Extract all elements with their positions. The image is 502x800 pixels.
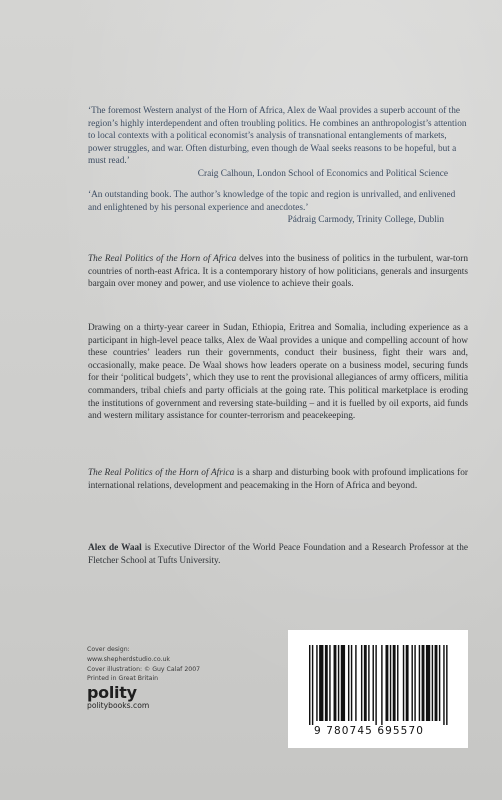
barcode-bar bbox=[368, 645, 369, 721]
barcode-bar bbox=[341, 645, 345, 721]
author-bio-text: is Executive Director of the World Peace Foundation and a Research Professor at the Fletcher School at Tufts University. bbox=[88, 543, 469, 566]
author-name: Alex de Waal bbox=[88, 543, 142, 553]
barcode-bar bbox=[334, 645, 337, 721]
barcode-bar bbox=[312, 645, 313, 725]
barcode-bar bbox=[397, 645, 398, 721]
quote-attribution: Craig Calhoun, London School of Economics and Political Science bbox=[197, 168, 448, 179]
credit-line: Printed in Great Britain bbox=[87, 675, 159, 683]
intro-paragraph bbox=[88, 253, 468, 291]
publisher-url: politybooks.com bbox=[87, 701, 150, 710]
intro-text: delves into the business of politics in the turbulent, war-torn countries of north-east Africa. It is a contemporary history of how politicians, generals and insurgents bargain over money and power, and use violence to achieve their goals. bbox=[88, 254, 468, 290]
barcode-bar bbox=[309, 645, 310, 725]
barcode-bar bbox=[411, 645, 412, 721]
barcode-bar bbox=[385, 645, 388, 721]
barcode-bar bbox=[338, 645, 339, 721]
credit-line: Cover illustration: © Guy Calaf 2007 bbox=[87, 665, 201, 673]
barcode-bar bbox=[319, 645, 323, 721]
endorsement-quote-calhoun bbox=[88, 105, 468, 181]
cover-credits bbox=[87, 645, 200, 684]
barcode-bar bbox=[316, 645, 317, 721]
barcode-bar bbox=[446, 645, 447, 725]
barcode-bar bbox=[422, 645, 425, 721]
book-title: The Real Politics of the Horn of Africa bbox=[88, 254, 237, 264]
barcode-bar bbox=[426, 645, 430, 721]
barcode-bar bbox=[325, 645, 328, 721]
barcode-bar bbox=[390, 645, 391, 721]
barcode-bar bbox=[361, 645, 362, 721]
closing-text: is a sharp and disturbing book with profound implications for international relations, development and peacemaking in the Horn of Africa and beyond. bbox=[88, 468, 468, 491]
barcode-bar bbox=[403, 645, 404, 721]
barcode-bar bbox=[351, 645, 352, 721]
barcode-bar bbox=[406, 645, 409, 721]
closing-paragraph bbox=[88, 467, 468, 492]
quote-text: ‘The foremost Western analyst of the Horn of Africa, Alex de Waal provides a superb account of the region’s highly interdependent and often troubling politics. He combines an anthropologist’s attention to local contexts with a political economist’s analysis of transnational entanglements of markets, power struggles, and war. Often disturbing, even though de Waal seeks reasons to be hopeful, but a must read.’ bbox=[88, 106, 467, 167]
barcode-bar bbox=[381, 645, 382, 725]
publisher-logo: polity bbox=[87, 683, 137, 702]
barcode-bar bbox=[439, 645, 440, 721]
barcode-bars bbox=[309, 645, 449, 725]
barcode-bar bbox=[414, 645, 415, 721]
barcode-bar bbox=[329, 645, 330, 721]
barcode-bar bbox=[435, 645, 438, 721]
book-title: The Real Politics of the Horn of Africa bbox=[88, 468, 235, 478]
description-text: Drawing on a thirty-year career in Sudan, Ethiopia, Eritrea and Somalia, including experience as a participant in high-level peace talks, Alex de Waal provides a unique and compelling account of how these countries’ leaders run their governments, conduct their business, fight their wars and, occasionally, make peace. De Waal shows how leaders operate on a business model, securing funds for their ‘political budgets’, which they use to rent the provisional allegiances of army officers, militia commanders, tribal chiefs and party officials at the going rate. This political marketplace is eroding the institutions of government and reversing state-building – and it is fuelled by oil exports, aid funds and western military assistance for counter-terrorism and peacekeeping. bbox=[88, 323, 468, 422]
barcode-bar bbox=[443, 645, 444, 725]
author-bio bbox=[88, 542, 468, 567]
endorsement-quote-carmody bbox=[88, 189, 468, 227]
barcode-bar bbox=[364, 645, 367, 721]
description-paragraph bbox=[88, 322, 468, 423]
barcode-bar bbox=[373, 645, 374, 721]
quote-attribution: Pádraig Carmody, Trinity College, Dublin bbox=[287, 215, 444, 226]
barcode-bar bbox=[355, 645, 356, 721]
quote-text: ‘An outstanding book. The author’s knowledge of the topic and region is unrivalled, and enlivened and enlightened by his personal experience and anecdotes.’ bbox=[88, 190, 456, 213]
credit-line: www.shepherdstudio.co.uk bbox=[87, 655, 170, 663]
credit-line: Cover design: bbox=[87, 646, 130, 653]
barcode-bar bbox=[375, 645, 376, 725]
barcode-bar bbox=[348, 645, 349, 721]
isbn-number: 9 780745 695570 bbox=[314, 725, 425, 737]
barcode-bar bbox=[432, 645, 433, 721]
isbn-barcode bbox=[288, 630, 468, 748]
barcode-bar bbox=[393, 645, 396, 721]
barcode-bar bbox=[419, 645, 420, 721]
